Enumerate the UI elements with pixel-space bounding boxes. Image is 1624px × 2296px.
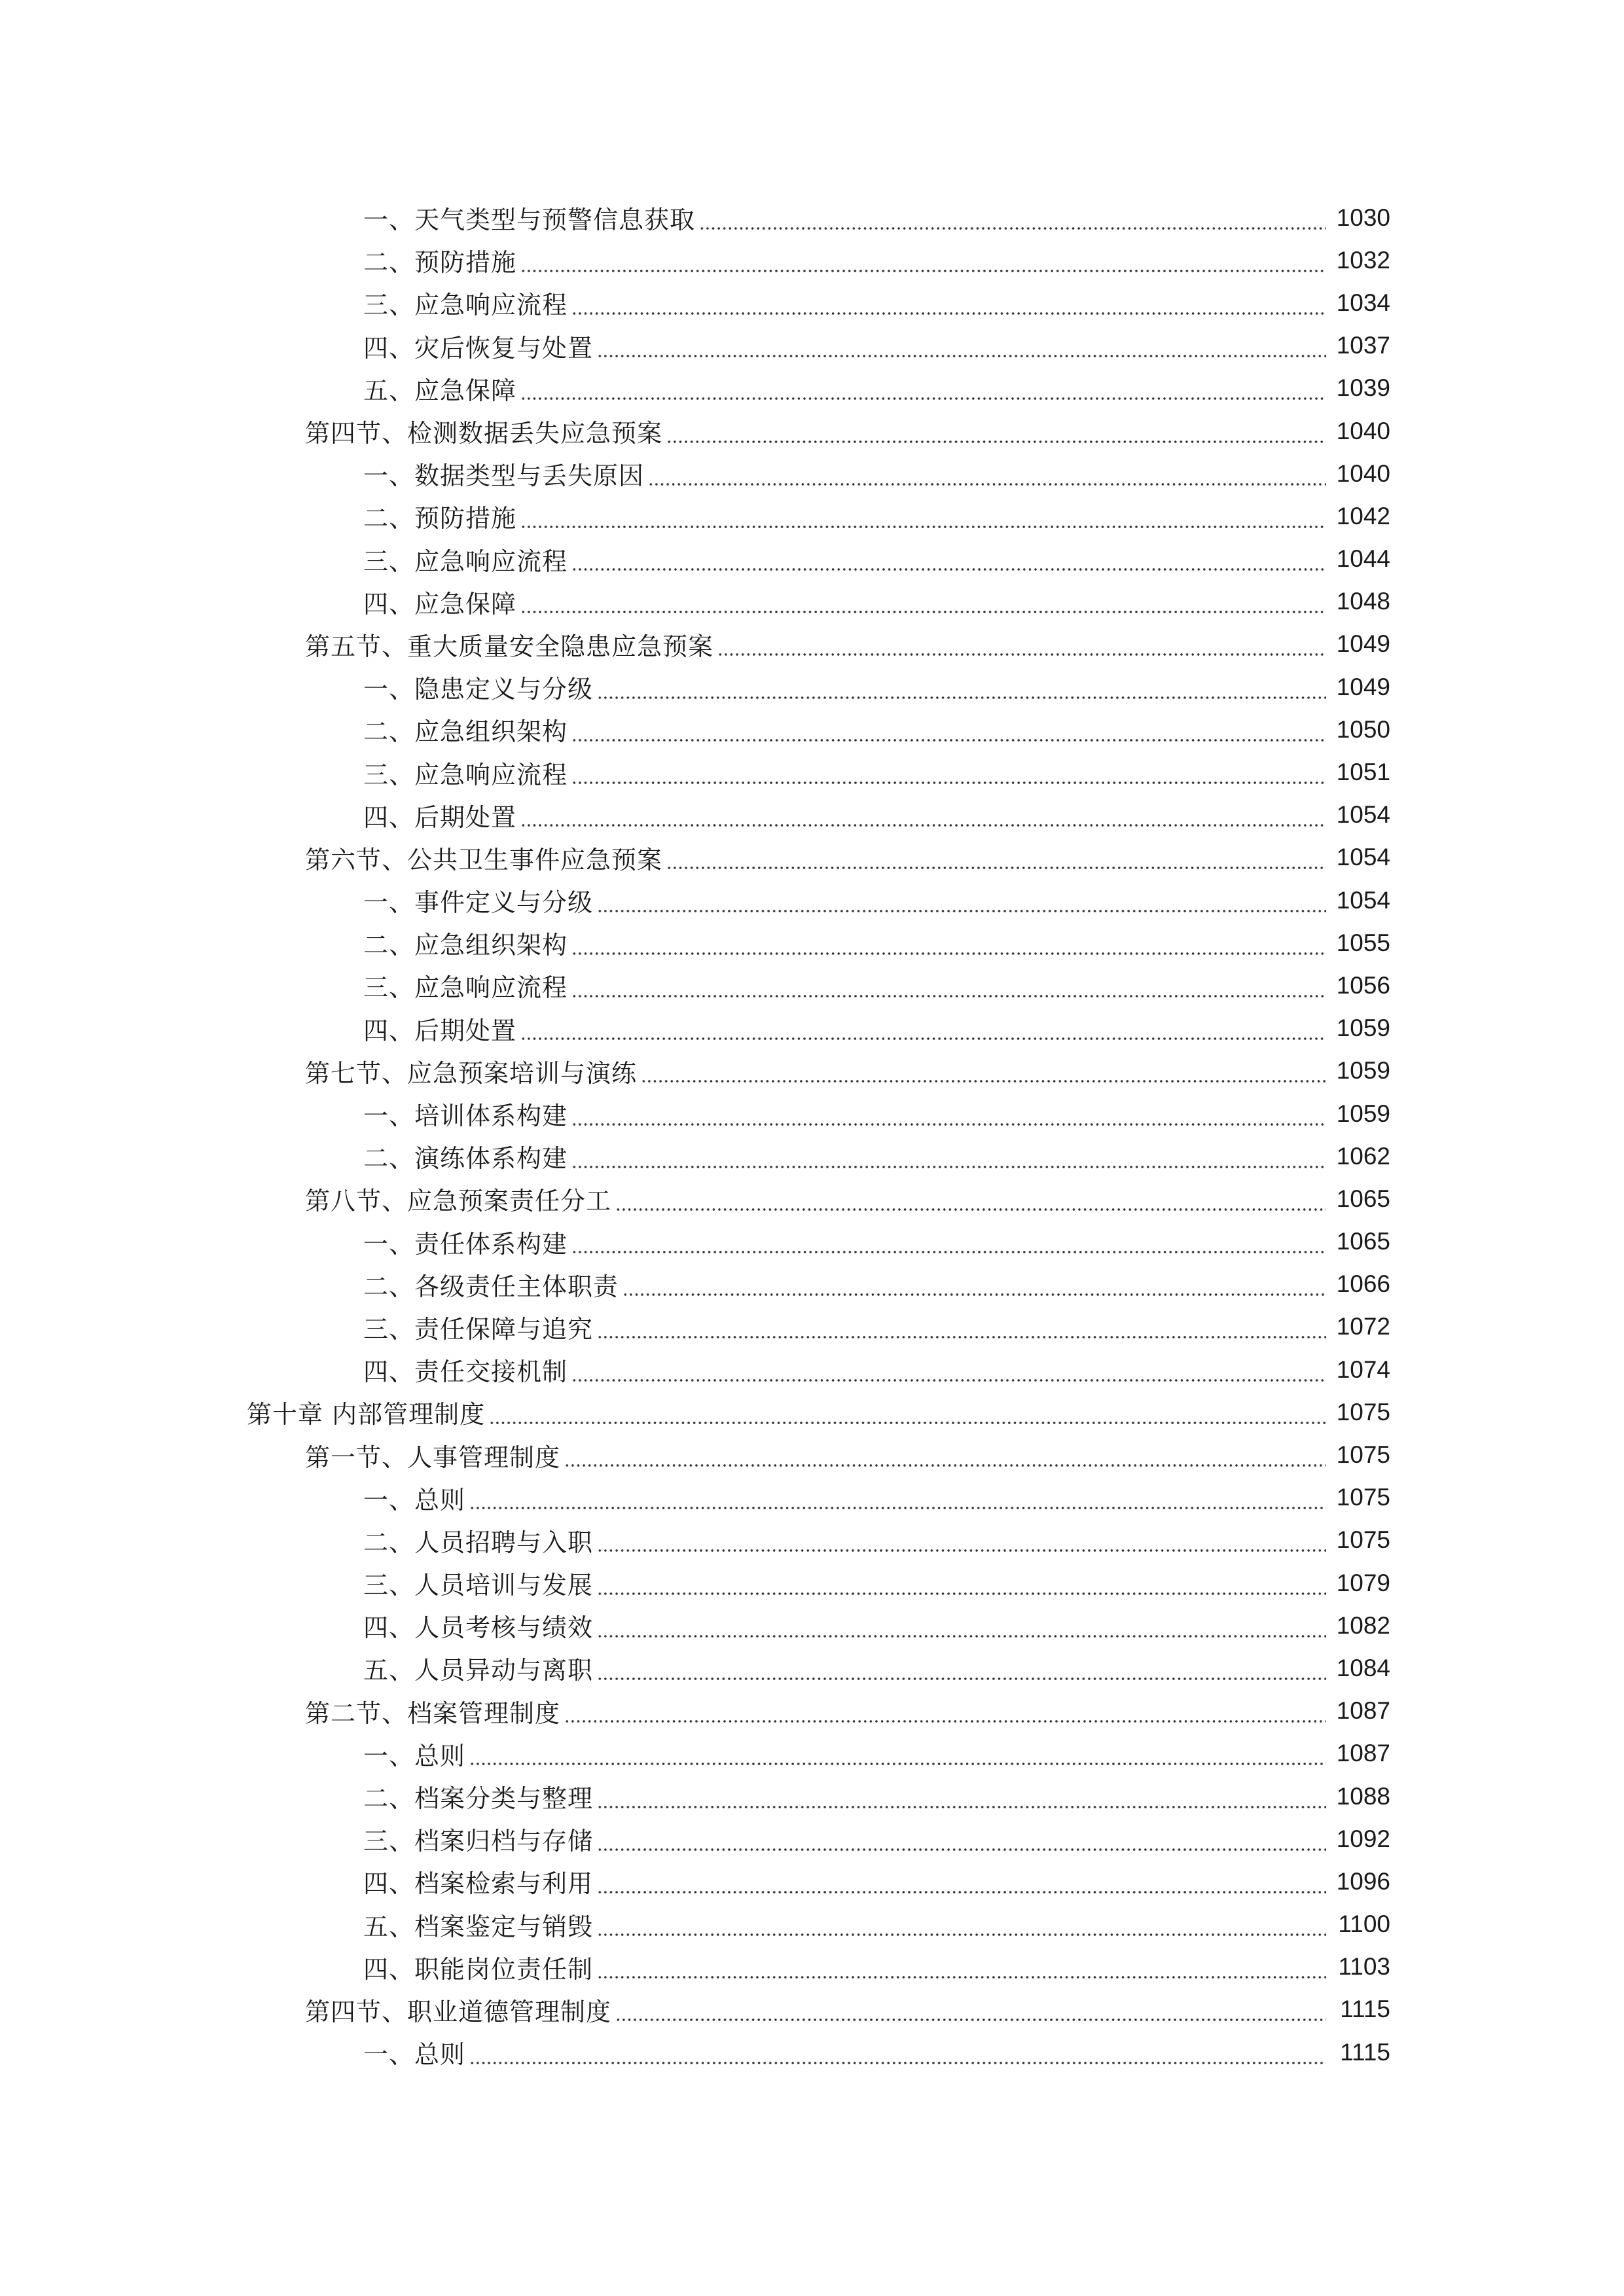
toc-subsection-entry[interactable] [0, 1092, 1624, 1135]
toc-subsection-entry[interactable] [0, 1477, 1624, 1519]
toc-entry-page-number: 1039 [1336, 374, 1390, 402]
toc-entry-page-number: 1074 [1336, 1355, 1390, 1383]
toc-subsection-entry[interactable] [0, 452, 1624, 495]
toc-dot-leader [469, 1742, 1326, 1767]
toc-entry-page-number: 1092 [1336, 1825, 1390, 1852]
toc-section-entry[interactable] [0, 623, 1624, 666]
toc-dot-leader [666, 420, 1326, 445]
toc-dot-leader [571, 292, 1326, 317]
toc-dot-leader [597, 1871, 1326, 1895]
toc-entry-title: 一、责任体系构建 [363, 1229, 568, 1259]
toc-entry-title: 三、应急响应流程 [363, 547, 568, 576]
toc-dot-leader [571, 975, 1326, 999]
toc-entry-title: 第六节、公共卫生事件应急预案 [305, 845, 663, 874]
toc-entry-title: 五、应急保障 [363, 376, 517, 405]
toc-entry-title: 二、档案分类与整理 [363, 1784, 594, 1814]
toc-entry-title: 三、应急响应流程 [363, 973, 568, 1003]
toc-subsection-entry[interactable] [0, 1647, 1624, 1689]
toc-dot-leader [564, 1444, 1326, 1469]
toc-dot-leader [641, 1060, 1326, 1085]
toc-entry-title: 一、数据类型与丢失原因 [363, 461, 645, 491]
table-of-contents [0, 196, 1624, 2073]
toc-entry-title: 三、应急响应流程 [363, 291, 568, 320]
toc-entry-title: 第二节、档案管理制度 [305, 1698, 561, 1728]
toc-dot-leader [597, 1913, 1326, 1938]
toc-dot-leader [597, 1572, 1326, 1597]
toc-entry-title: 四、职能岗位责任制 [363, 1954, 594, 1984]
toc-subsection-entry[interactable] [0, 964, 1624, 1007]
toc-dot-leader [597, 1785, 1326, 1810]
toc-entry-title: 第七节、应急预案培训与演练 [305, 1058, 638, 1088]
toc-entry-title: 五、人员异动与离职 [363, 1656, 594, 1685]
toc-entry-page-number: 1048 [1336, 588, 1390, 615]
toc-subsection-entry[interactable] [0, 2031, 1624, 2073]
toc-entry-title: 四、灾后恢复与处置 [363, 333, 594, 363]
toc-subsection-entry[interactable] [0, 1903, 1624, 1946]
toc-subsection-entry[interactable] [0, 1348, 1624, 1391]
toc-entry-page-number: 1100 [1338, 1910, 1390, 1938]
toc-subsection-entry[interactable] [0, 325, 1624, 367]
toc-subsection-entry[interactable] [0, 1007, 1624, 1050]
toc-entry-title: 四、责任交接机制 [363, 1357, 568, 1387]
toc-entry-title: 二、应急组织架构 [363, 717, 568, 747]
toc-dot-leader [571, 719, 1326, 744]
toc-subsection-entry[interactable] [0, 1135, 1624, 1177]
toc-entry-title: 一、天气类型与预警信息获取 [363, 206, 696, 235]
toc-dot-leader [571, 1103, 1326, 1128]
toc-entry-page-number: 1075 [1336, 1398, 1390, 1426]
toc-dot-leader [469, 1486, 1326, 1511]
toc-entry-page-number: 1087 [1336, 1740, 1390, 1767]
toc-entry-page-number: 1040 [1336, 459, 1390, 487]
toc-subsection-entry[interactable] [0, 751, 1624, 793]
toc-entry-page-number: 1044 [1336, 545, 1390, 573]
toc-entry-page-number: 1030 [1336, 204, 1390, 231]
toc-entry-page-number: 1037 [1336, 332, 1390, 359]
toc-subsection-entry[interactable] [0, 1818, 1624, 1860]
toc-dot-leader [571, 1230, 1326, 1255]
toc-entry-title: 二、应急组织架构 [363, 931, 568, 960]
toc-entry-title: 四、后期处置 [363, 1016, 517, 1045]
toc-entry-page-number: 1049 [1336, 673, 1390, 700]
toc-dot-leader [571, 548, 1326, 573]
toc-entry-page-number: 1034 [1336, 289, 1390, 316]
toc-entry-page-number: 1115 [1340, 2038, 1390, 2066]
toc-entry-title: 三、责任保障与追究 [363, 1314, 594, 1344]
toc-entry-title: 二、预防措施 [363, 248, 517, 278]
toc-entry-page-number: 1059 [1336, 1014, 1390, 1042]
toc-entry-title: 第一节、人事管理制度 [305, 1443, 561, 1472]
toc-entry-page-number: 1054 [1336, 886, 1390, 914]
toc-dot-leader [615, 1998, 1326, 2023]
toc-entry-page-number: 1088 [1336, 1782, 1390, 1810]
toc-section-entry[interactable] [0, 410, 1624, 452]
toc-subsection-entry[interactable] [0, 581, 1624, 623]
toc-entry-page-number: 1056 [1336, 971, 1390, 999]
toc-entry-title: 二、演练体系构建 [363, 1144, 568, 1174]
toc-dot-leader [469, 2041, 1326, 2066]
toc-dot-leader [564, 1700, 1326, 1725]
toc-dot-leader [571, 932, 1326, 957]
toc-entry-title: 第十章 内部管理制度 [247, 1400, 486, 1429]
toc-subsection-entry[interactable] [0, 281, 1624, 324]
toc-dot-leader [597, 1956, 1326, 1981]
toc-entry-page-number: 1040 [1336, 417, 1390, 444]
toc-entry-page-number: 1087 [1336, 1697, 1390, 1725]
toc-entry-title: 三、人员培训与发展 [363, 1571, 594, 1600]
toc-dot-leader [648, 463, 1326, 488]
toc-dot-leader [571, 761, 1326, 786]
toc-entry-page-number: 1084 [1336, 1654, 1390, 1681]
toc-entry-page-number: 1096 [1336, 1867, 1390, 1895]
toc-subsection-entry[interactable] [0, 1562, 1624, 1604]
toc-entry-title: 四、后期处置 [363, 802, 517, 832]
toc-dot-leader [597, 1615, 1326, 1640]
toc-subsection-entry[interactable] [0, 794, 1624, 836]
toc-subsection-entry[interactable] [0, 1775, 1624, 1818]
toc-chapter-entry[interactable] [0, 1391, 1624, 1433]
toc-entry-title: 一、隐患定义与分级 [363, 675, 594, 704]
toc-entry-title: 一、事件定义与分级 [363, 888, 594, 918]
toc-section-entry[interactable] [0, 836, 1624, 879]
toc-subsection-entry[interactable] [0, 1221, 1624, 1263]
toc-entry-page-number: 1075 [1336, 1441, 1390, 1469]
toc-entry-title: 三、应急响应流程 [363, 760, 568, 789]
toc-entry-page-number: 1066 [1336, 1270, 1390, 1298]
toc-subsection-entry[interactable] [0, 1604, 1624, 1647]
toc-entry-title: 二、各级责任主体职责 [363, 1272, 619, 1301]
toc-entry-page-number: 1072 [1336, 1313, 1390, 1340]
toc-entry-title: 二、人员招聘与入职 [363, 1528, 594, 1557]
toc-dot-leader [520, 804, 1326, 829]
toc-entry-title: 一、总则 [363, 1485, 466, 1515]
toc-dot-leader [571, 1359, 1326, 1384]
toc-entry-title: 三、档案归档与存储 [363, 1827, 594, 1856]
toc-section-entry[interactable] [0, 1988, 1624, 2031]
toc-dot-leader [571, 1145, 1326, 1170]
toc-subsection-entry[interactable] [0, 196, 1624, 239]
toc-entry-title: 二、预防措施 [363, 504, 517, 533]
toc-dot-leader [520, 505, 1326, 530]
toc-entry-title: 五、档案鉴定与销毁 [363, 1912, 594, 1941]
toc-subsection-entry[interactable] [0, 1946, 1624, 1988]
toc-subsection-entry[interactable] [0, 367, 1624, 410]
toc-entry-title: 一、总则 [363, 1741, 466, 1770]
toc-subsection-entry[interactable] [0, 495, 1624, 537]
toc-entry-title: 一、培训体系构建 [363, 1102, 568, 1131]
toc-subsection-entry[interactable] [0, 1860, 1624, 1903]
toc-subsection-entry[interactable] [0, 1519, 1624, 1562]
toc-dot-leader [597, 1657, 1326, 1682]
toc-entry-page-number: 1065 [1336, 1228, 1390, 1255]
toc-section-entry[interactable] [0, 1433, 1624, 1476]
toc-dot-leader [597, 1828, 1326, 1853]
toc-dot-leader [623, 1273, 1326, 1298]
toc-entry-page-number: 1051 [1336, 759, 1390, 786]
toc-entry-page-number: 1055 [1336, 929, 1390, 956]
toc-dot-leader [666, 846, 1326, 871]
toc-dot-leader [520, 1017, 1326, 1042]
toc-subsection-entry[interactable] [0, 1732, 1624, 1775]
toc-dot-leader [699, 207, 1326, 232]
toc-entry-title: 四、档案检索与利用 [363, 1869, 594, 1899]
toc-entry-page-number: 1103 [1338, 1953, 1390, 1981]
toc-entry-title: 一、总则 [363, 2040, 466, 2070]
toc-dot-leader [597, 334, 1326, 359]
toc-dot-leader [615, 1188, 1326, 1213]
toc-dot-leader [597, 889, 1326, 914]
toc-entry-page-number: 1054 [1336, 844, 1390, 871]
toc-subsection-entry[interactable] [0, 1263, 1624, 1306]
toc-dot-leader [597, 676, 1326, 701]
toc-dot-leader [717, 633, 1326, 658]
toc-entry-page-number: 1049 [1336, 630, 1390, 658]
toc-entry-title: 第四节、检测数据丢失应急预案 [305, 419, 663, 448]
toc-entry-page-number: 1082 [1336, 1611, 1390, 1639]
toc-entry-title: 第四节、职业道德管理制度 [305, 1997, 612, 2026]
toc-entry-page-number: 1115 [1340, 1996, 1390, 2023]
toc-subsection-entry[interactable] [0, 239, 1624, 281]
toc-section-entry[interactable] [0, 1177, 1624, 1220]
toc-dot-leader [520, 249, 1326, 274]
toc-subsection-entry[interactable] [0, 538, 1624, 581]
toc-dot-leader [489, 1401, 1326, 1426]
toc-dot-leader [597, 1316, 1326, 1340]
toc-entry-page-number: 1059 [1336, 1100, 1390, 1127]
toc-entry-page-number: 1075 [1336, 1484, 1390, 1511]
toc-subsection-entry[interactable] [0, 666, 1624, 708]
toc-entry-page-number: 1062 [1336, 1142, 1390, 1170]
toc-subsection-entry[interactable] [0, 1306, 1624, 1348]
toc-entry-title: 四、应急保障 [363, 589, 517, 619]
toc-entry-page-number: 1042 [1336, 502, 1390, 529]
toc-entry-title: 第八节、应急预案责任分工 [305, 1187, 612, 1216]
toc-subsection-entry[interactable] [0, 922, 1624, 964]
toc-entry-title: 第五节、重大质量安全隐患应急预案 [305, 632, 714, 661]
toc-entry-page-number: 1065 [1336, 1185, 1390, 1212]
toc-dot-leader [520, 377, 1326, 402]
toc-entry-page-number: 1054 [1336, 801, 1390, 829]
toc-entry-page-number: 1075 [1336, 1526, 1390, 1554]
toc-subsection-entry[interactable] [0, 708, 1624, 751]
toc-section-entry[interactable] [0, 1690, 1624, 1732]
toc-entry-page-number: 1059 [1336, 1057, 1390, 1085]
toc-entry-page-number: 1032 [1336, 246, 1390, 274]
toc-subsection-entry[interactable] [0, 879, 1624, 922]
toc-dot-leader [597, 1529, 1326, 1554]
toc-section-entry[interactable] [0, 1050, 1624, 1092]
toc-entry-title: 四、人员考核与绩效 [363, 1613, 594, 1643]
toc-entry-page-number: 1079 [1336, 1569, 1390, 1596]
toc-dot-leader [520, 590, 1326, 615]
toc-entry-page-number: 1050 [1336, 715, 1390, 743]
